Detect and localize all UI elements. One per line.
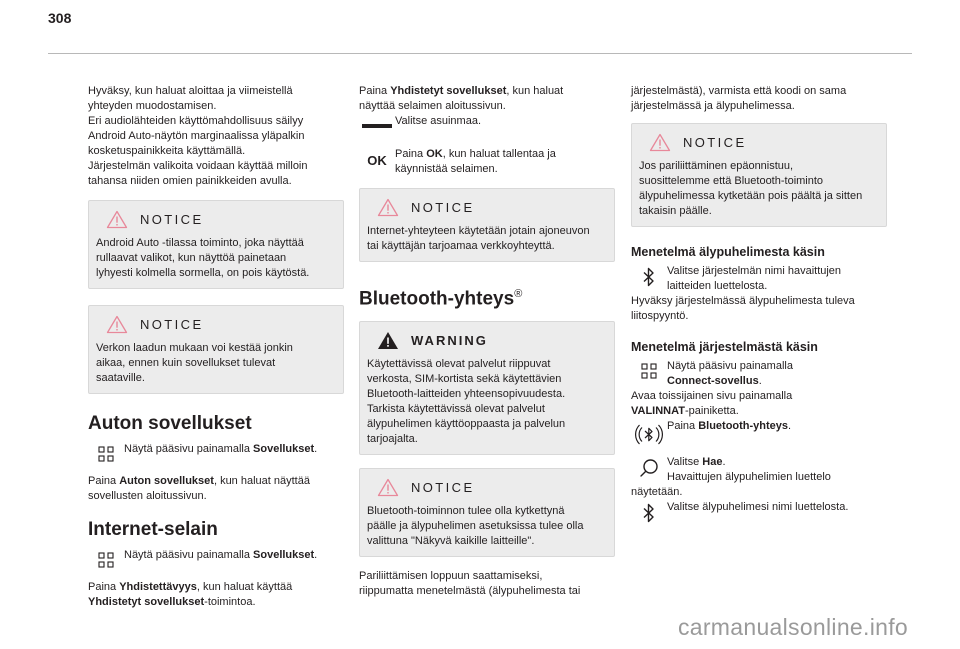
paragraph: Paina Auton sovellukset, kun haluat näyttää sovellusten aloitussivun. (88, 475, 310, 502)
intro-paragraph: Hyväksy, kun haluat aloittaa ja viimeistellä yhteyden muodostamisen. Eri audiolähteiden käyttömahdollisuus säilyy Android Auto-näytön marginaalissa yläpalkin kosketuspainikkeita käyttämällä. Järjestelmän valikoita voidaan käyttää milloin tahansa niiden omien painikkeiden avulla. (88, 85, 308, 187)
step-text: Näytä pääsivu painamalla Sovellukset. (124, 549, 318, 561)
warning-triangle-outline-icon (377, 478, 399, 497)
apps-grid-icon (98, 446, 114, 462)
warning-triangle-outline-icon (649, 133, 671, 152)
warning-triangle-outline-icon (106, 315, 128, 334)
notice-title: NOTICE (411, 199, 475, 215)
step-row (359, 147, 615, 177)
notice-box (88, 305, 344, 394)
column-2 (359, 84, 615, 599)
notice-text: Verkon laadun mukaan voi kestää jonkin aikaa, ennen kuin sovellukset tulevat saataville. (96, 342, 293, 384)
step-row (88, 548, 344, 568)
step-text: Paina OK, kun haluat tallentaa ja käynnistää selaimen. (395, 148, 556, 175)
notice-box (359, 188, 615, 262)
warning-triangle-outline-icon (106, 210, 128, 229)
warning-text: Käytettävissä olevat palvelut riippuvat verkosta, SIM-kortista sekä käytettävien Bluetooth-laitteiden yhteensopivuudesta. Tarkista käytettävissä olevat palvelut älypuhelimen käyttöoppaasta ja palvelun tarjoajalta. (367, 358, 566, 446)
apps-grid-icon (641, 363, 657, 379)
ok-icon: OK (367, 153, 387, 168)
paragraph: Paina Yhdistetyt sovellukset, kun haluat näyttää selaimen aloitussivun. (359, 85, 564, 112)
header-divider (48, 53, 912, 54)
notice-text: Internet-yhteyteen käytetään jotain ajoneuvon tai käyttäjän tarjoamaa verkkoyhteyttä. (367, 225, 590, 252)
step-text: Paina Bluetooth-yhteys. (667, 420, 792, 432)
notice-box (359, 468, 615, 557)
paragraph: näytetään. (631, 486, 683, 498)
notice-text: Android Auto -tilassa toiminto, joka näyttää rullaavat valikot, kun näyttöä painetaan lyhyesti kolmella sormella, on pois käytöstä. (96, 237, 310, 279)
section-heading: Bluetooth-yhteys® (359, 288, 523, 310)
warning-triangle-outline-icon (377, 198, 399, 217)
step-text: Valitse Hae. Havaittujen älypuhelimien luettelo (667, 456, 831, 483)
warning-title: WARNING (411, 332, 488, 348)
subsection-heading: Menetelmä älypuhelimesta käsin (631, 245, 825, 259)
paragraph: Hyväksy järjestelmässä älypuhelimesta tuleva liitospyyntö. (631, 295, 855, 322)
notice-box (88, 200, 344, 289)
step-row (631, 359, 887, 389)
apps-grid-icon (98, 552, 114, 568)
watermark: carmanualsonline.info (677, 614, 908, 640)
paragraph: Paina Yhdistettävyys, kun haluat käyttää Yhdistetyt sovellukset-toimintoa. (88, 581, 293, 608)
bluetooth-icon (643, 267, 655, 287)
notice-title: NOTICE (411, 479, 475, 495)
column-3 (631, 84, 887, 523)
step-row (631, 455, 887, 485)
bluetooth-icon (643, 503, 655, 523)
notice-text: Jos pariliittäminen epäonnistuu, suosittelemme että Bluetooth-toiminto älypuhelimessa kytketään pois päältä ja sitten takaisin päälle. (639, 160, 863, 217)
section-heading: Auton sovellukset (88, 413, 252, 434)
step-text: Näytä pääsivu painamalla Connect-sovellus. (667, 360, 793, 387)
step-row (631, 500, 887, 523)
step-row (359, 114, 615, 129)
horizontal-bar-icon (362, 124, 392, 129)
section-heading: Internet-selain (88, 519, 218, 540)
page-number: 308 (48, 10, 72, 26)
step-text: Valitse järjestelmän nimi havaittujen laitteiden luettelosta. (667, 265, 842, 292)
notice-title: NOTICE (140, 316, 204, 332)
step-text: Näytä pääsivu painamalla Sovellukset. (124, 443, 318, 455)
step-row (631, 264, 887, 294)
bluetooth-signal-icon (635, 421, 663, 449)
paragraph: järjestelmästä), varmista että koodi on sama järjestelmässä ja älypuhelimessa. (631, 85, 847, 112)
notice-text: Bluetooth-toiminnon tulee olla kytkettynä päälle ja älypuhelimen asetuksissa tulee olla valittuna "Näkyvä kaikille laitteille". (367, 505, 584, 548)
column-1 (88, 84, 344, 610)
notice-title: NOTICE (140, 211, 204, 227)
paragraph: Avaa toissijainen sivu painamalla VALINNAT-painiketta. (631, 390, 793, 417)
warning-box (359, 321, 615, 455)
paragraph: Pariliittämisen loppuun saattamiseksi, riippumatta menetelmästä (älypuhelimesta tai (359, 570, 581, 598)
step-text: Valitse älypuhelimesi nimi luettelosta. (667, 501, 849, 513)
warning-triangle-filled-icon (377, 331, 399, 350)
notice-box (631, 123, 887, 227)
step-row (631, 419, 887, 449)
notice-title: NOTICE (683, 134, 747, 150)
step-text: Valitse asuinmaa. (395, 115, 482, 127)
search-icon (639, 458, 659, 478)
subsection-heading: Menetelmä järjestelmästä käsin (631, 340, 818, 354)
step-row (88, 442, 344, 462)
